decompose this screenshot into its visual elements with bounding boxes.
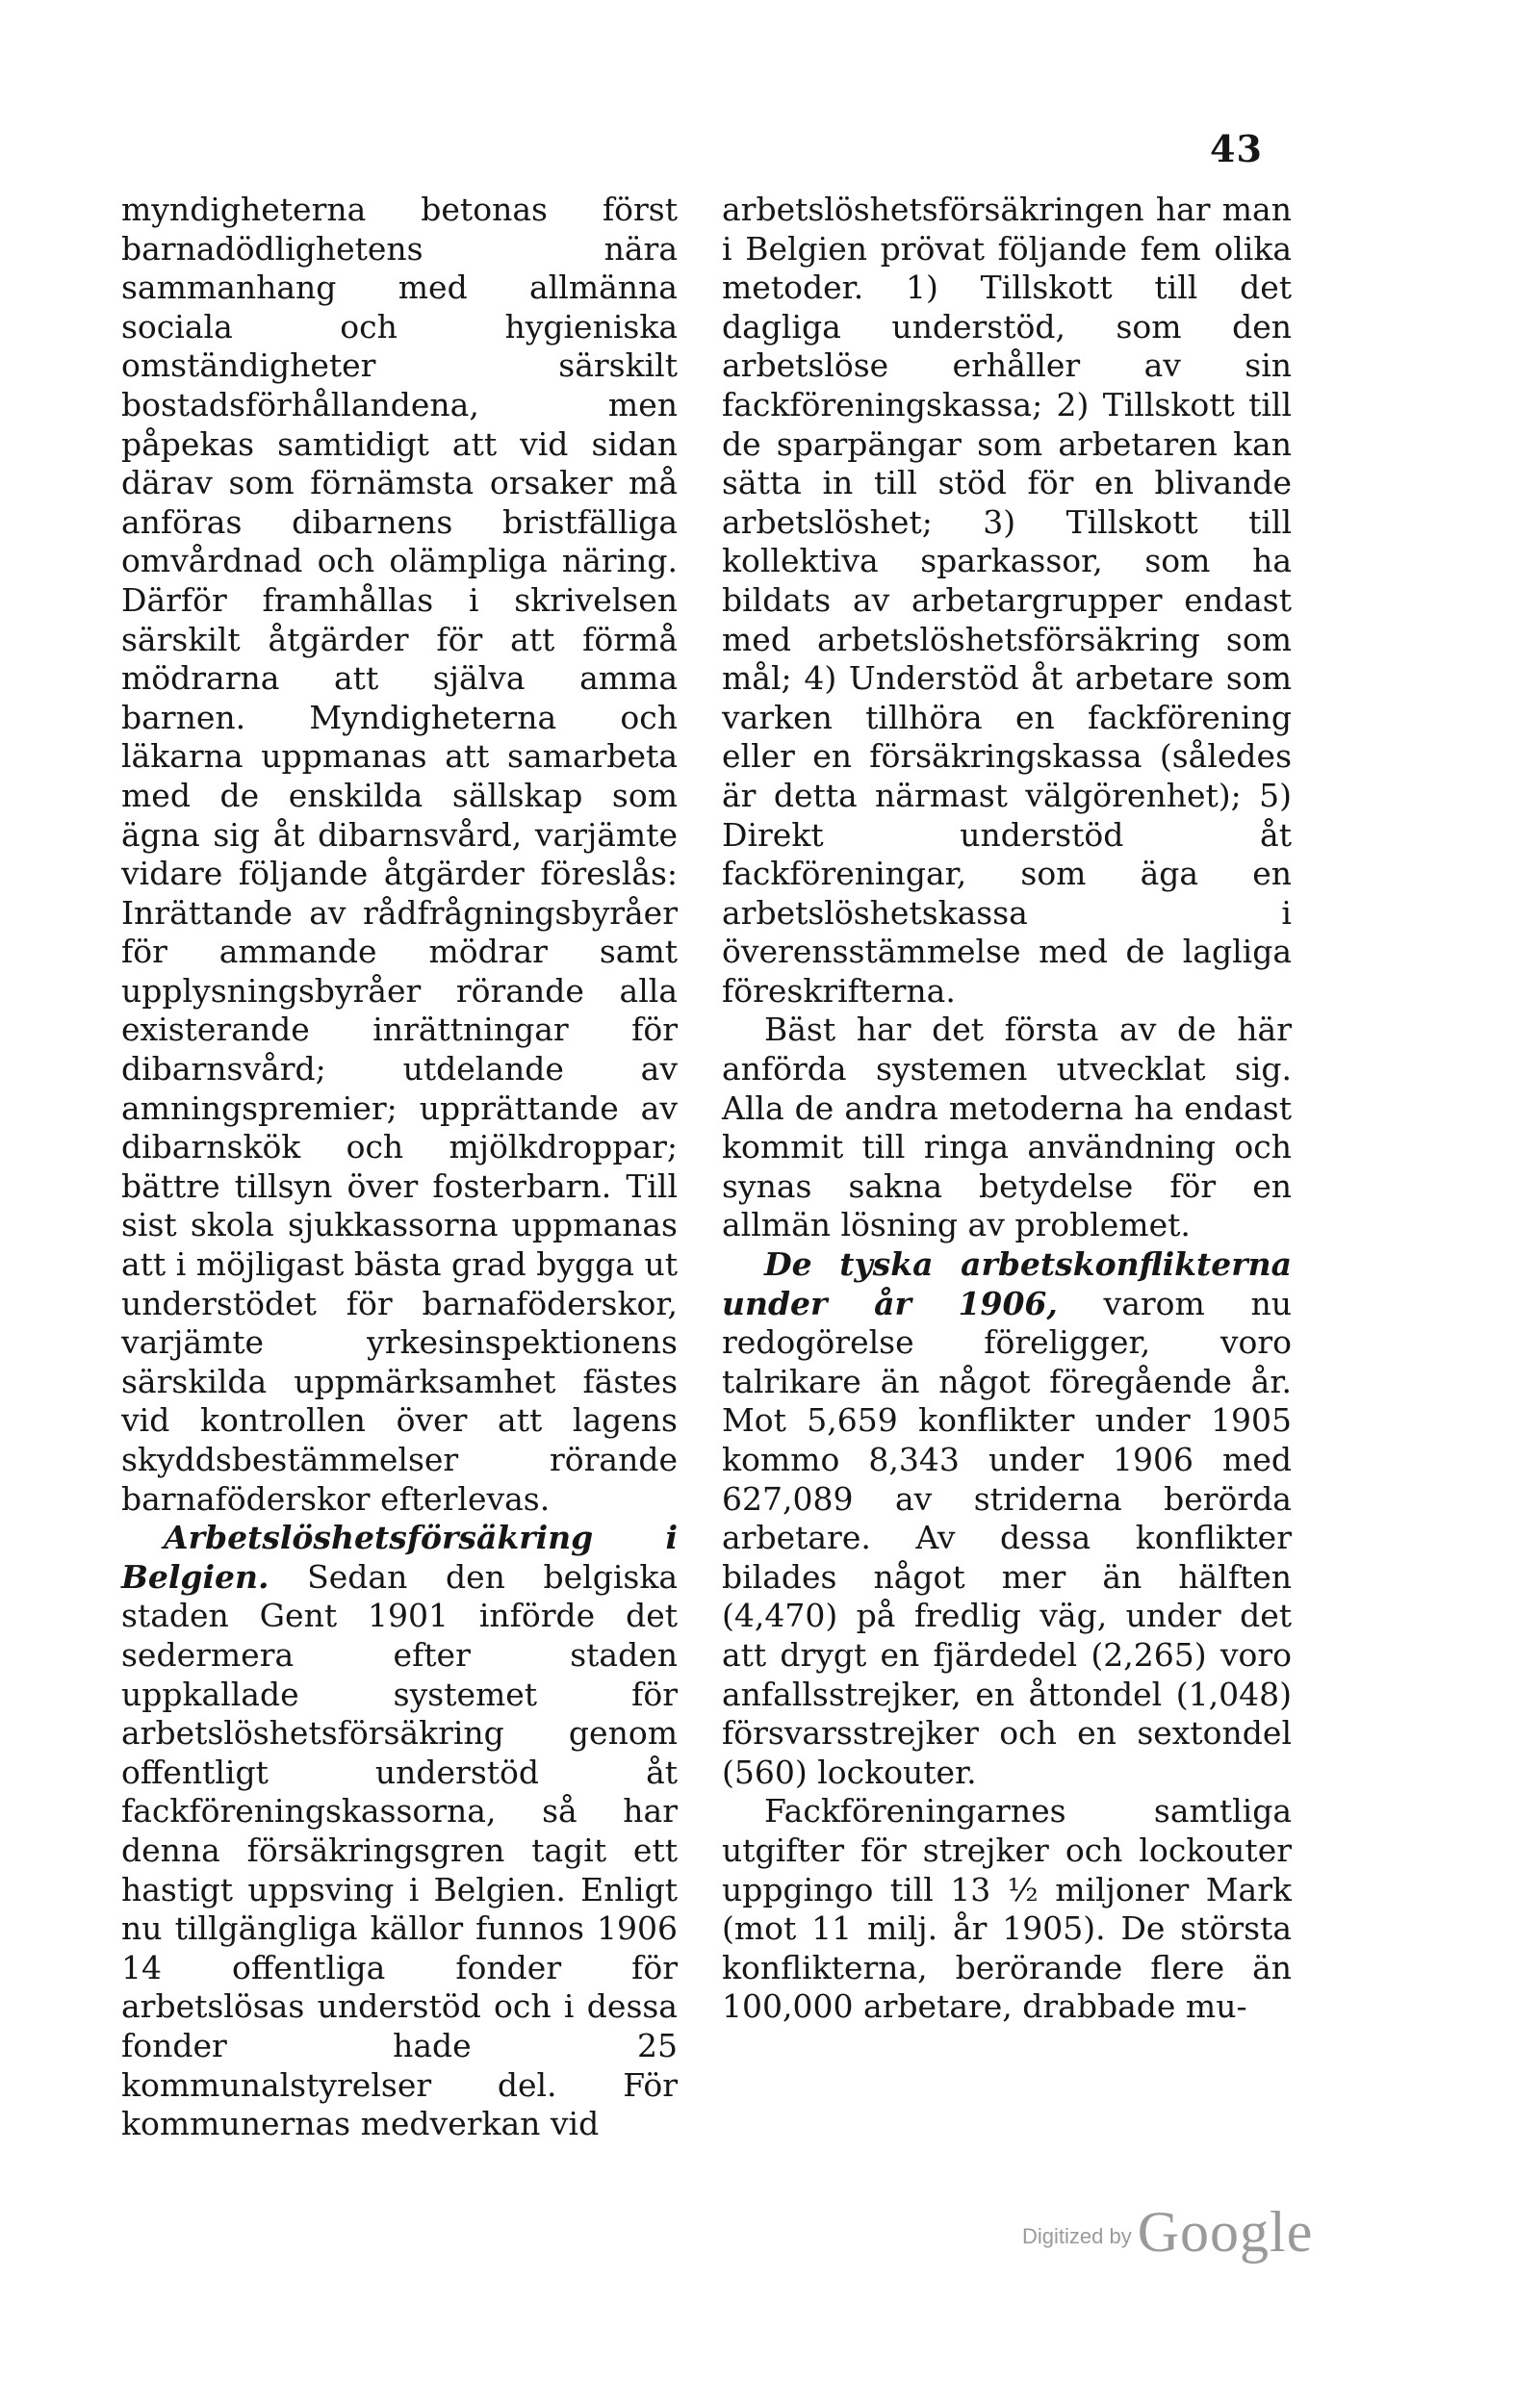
paragraph-body: varom nu redogörelse föreligger, voro talrikare än något föregående år. Mot 5,659 konflikter under 1905 kommo 8,343 under 1906 med 627,089 av striderna berörda arbetare. Av dessa konflikter bilades något mer än hälften (4,470) på fredlig väg, under det att drygt en fjärdedel (2,265) voro anfallsstrejker, en åttondel (1,048) försvarsstrejker och en sextondel (560) lockouter.: [722, 1284, 1292, 1791]
right-paragraph-best-system: Bäst har det första av de här anförda systemen utvecklat sig. Alla de andra metoderna ha endast kommit till ringa användning och synas sakna betydelse för en allmän lösning av problemet.: [722, 1011, 1292, 1244]
left-paragraph-belgium-insurance: [121, 1519, 678, 2144]
right-paragraph-union-expenses: Fackföreningarnes samtliga utgifter för strejker och lockouter uppgingo till 13 ½ miljoner Mark (mot 11 milj. år 1905). De största konflikterna, berörande flere än 100,000 arbetare, drabbade mu-: [722, 1792, 1292, 2026]
right-paragraph-methods: arbetslöshetsförsäkringen har man i Belgien prövat följande fem olika metoder. 1) Tillskott till det dagliga understöd, som den arbetslöse erhåller av sin fackföreningskassa; 2) Tillskott till de sparpängar som arbetaren kan sätta in till stöd för en blivande arbetslöshet; 3) Tillskott till kollektiva sparkassor, som ha bildats av arbetargrupper endast med arbetslöshetsförsäkring som mål; 4) Understöd åt arbetare som varken tillhöra en fackförening eller en försäkringskassa (således är detta närmast välgörenhet); 5) Direkt understöd åt fackföreningar, som äga en arbetslöshetskassa i överensstämmelse med de lagliga föreskrifterna.: [722, 191, 1292, 1010]
watermark-prefix: Digitized by: [1022, 2224, 1132, 2248]
digitized-watermark: [1022, 2199, 1313, 2266]
page-number: 43: [1210, 127, 1263, 170]
left-column: [121, 191, 678, 2144]
right-paragraph-german-conflicts: [722, 1245, 1292, 1792]
paragraph-body: Sedan den belgiska staden Gent 1901 införde det sedermera efter staden uppkallade systemet för arbetslöshetsförsäkring genom offentligt understöd åt fackföreningskassorna, så har denna försäkringsgren tagit ett hastigt uppsving i Belgien. Enligt nu tillgängliga källor funnos 1906 14 offentliga fonder för arbetslösas understöd och i dessa fonder hade 25 kommunalstyrelser del. För kommunernas medverkan vid: [121, 1557, 678, 2143]
left-paragraph-infant-care: myndigheterna betonas först barnadödlighetens nära sammanhang med allmänna sociala och hygieniska omständigheter särskilt bostadsförhållandena, men påpekas samtidigt att vid sidan därav som förnämsta orsaker må anföras dibarnens bristfälliga omvårdnad och olämpliga näring. Därför framhållas i skrivelsen särskilt åtgärder för att förmå mödrarna att själva amma barnen. Myndigheterna och läkarna uppmanas att samarbeta med de enskilda sällskap som ägna sig åt dibarnsvård, varjämte vidare följande åtgärder föreslås: Inrättande av rådfrågningsbyråer för ammande mödrar samt upplysningsbyråer rörande alla existerande inrättningar för dibarnsvård; utdelande av amningspremier; upprättande av dibarnskök och mjölkdroppar; bättre tillsyn över fosterbarn. Till sist skola sjukkassorna uppmanas att i möjligast bästa grad bygga ut understödet för barnaföderskor, varjämte yrkesinspektionens särskilda uppmärksamhet fästes vid kontrollen över att lagens skyddsbestämmelser rörande barnaföderskor efterlevas.: [121, 191, 678, 1518]
section-heading-belgium: Arbetslöshetsförsäkring i Belgien.: [121, 1519, 678, 1596]
google-logo: Google: [1137, 2200, 1314, 2264]
right-column: [722, 191, 1292, 2027]
section-heading-german-conflicts: De tyska arbetskonflikterna under år 1906,: [722, 1245, 1292, 1322]
